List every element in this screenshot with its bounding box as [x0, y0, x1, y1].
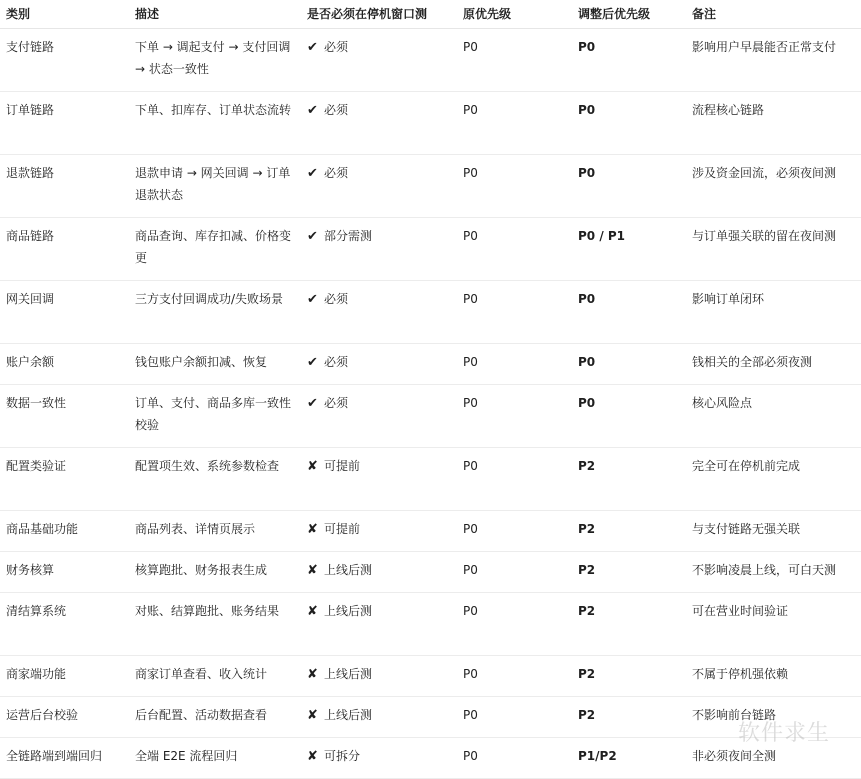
table-row	[0, 448, 861, 511]
cell-category: 清结算系统	[0, 593, 129, 656]
cell-category: 运营后台校验	[0, 697, 129, 738]
cell-note: 涉及资金回流，必须夜间测	[686, 155, 861, 218]
required-text: 上线后测	[324, 563, 373, 577]
header-category: 类别	[0, 0, 129, 29]
cell-adjusted-priority: P0	[572, 155, 686, 218]
cell-description: 全端 E2E 流程回归	[129, 738, 301, 779]
required-text: 必须	[324, 166, 349, 180]
check-icon: ✔	[307, 292, 318, 307]
cell-category: 商家端功能	[0, 656, 129, 697]
check-icon: ✔	[307, 166, 318, 181]
cross-icon: ✘	[307, 522, 318, 537]
cell-adjusted-priority: P2	[572, 448, 686, 511]
required-text: 必须	[324, 292, 349, 306]
table-row	[0, 29, 861, 92]
table-row	[0, 92, 861, 155]
cell-adjusted-priority: P2	[572, 511, 686, 552]
cell-description: 后台配置、活动数据查看	[129, 697, 301, 738]
cell-required	[301, 448, 457, 511]
cell-original-priority: P0	[457, 697, 572, 738]
cell-original-priority: P0	[457, 656, 572, 697]
header-note: 备注	[686, 0, 861, 29]
required-text: 上线后测	[324, 708, 373, 722]
cell-original-priority: P0	[457, 29, 572, 92]
table-row	[0, 656, 861, 697]
table-row	[0, 593, 861, 656]
cell-required	[301, 552, 457, 593]
cross-icon: ✘	[307, 708, 318, 723]
check-icon: ✔	[307, 355, 318, 370]
cell-required	[301, 155, 457, 218]
required-text: 可提前	[324, 459, 361, 473]
cross-icon: ✘	[307, 667, 318, 682]
required-text: 必须	[324, 103, 349, 117]
cell-required	[301, 218, 457, 281]
cell-note: 与支付链路无强关联	[686, 511, 861, 552]
cell-adjusted-priority: P0	[572, 344, 686, 385]
cell-required	[301, 738, 457, 779]
cell-adjusted-priority: P0	[572, 385, 686, 448]
check-icon: ✔	[307, 40, 318, 55]
table-header-row	[0, 0, 861, 29]
cell-description: 订单、支付、商品多库一致性校验	[129, 385, 301, 448]
cell-note: 非必须夜间全测	[686, 738, 861, 779]
cell-category: 全链路端到端回归	[0, 738, 129, 779]
cell-category: 商品链路	[0, 218, 129, 281]
cell-original-priority: P0	[457, 593, 572, 656]
cell-description: 对账、结算跑批、账务结果	[129, 593, 301, 656]
cell-adjusted-priority: P2	[572, 656, 686, 697]
cell-description: 退款申请 → 网关回调 → 订单退款状态	[129, 155, 301, 218]
cell-required	[301, 92, 457, 155]
check-icon: ✔	[307, 103, 318, 118]
cell-description: 下单 → 调起支付 → 支付回调 → 状态一致性	[129, 29, 301, 92]
cell-note: 影响订单闭环	[686, 281, 861, 344]
cell-original-priority: P0	[457, 385, 572, 448]
table-row	[0, 155, 861, 218]
cell-note: 可在营业时间验证	[686, 593, 861, 656]
cell-note: 完全可在停机前完成	[686, 448, 861, 511]
cell-original-priority: P0	[457, 155, 572, 218]
cell-description: 商品查询、库存扣减、价格变更	[129, 218, 301, 281]
cell-original-priority: P0	[457, 218, 572, 281]
cell-description: 商家订单查看、收入统计	[129, 656, 301, 697]
cross-icon: ✘	[307, 749, 318, 764]
cell-required	[301, 385, 457, 448]
cell-original-priority: P0	[457, 344, 572, 385]
table-row	[0, 218, 861, 281]
required-text: 部分需测	[324, 229, 373, 243]
cell-note: 钱相关的全部必须夜测	[686, 344, 861, 385]
cell-category: 配置类验证	[0, 448, 129, 511]
required-text: 上线后测	[324, 667, 373, 681]
cell-original-priority: P0	[457, 511, 572, 552]
cell-required	[301, 511, 457, 552]
cell-required	[301, 29, 457, 92]
cell-description: 配置项生效、系统参数检查	[129, 448, 301, 511]
cell-category: 支付链路	[0, 29, 129, 92]
cell-adjusted-priority: P2	[572, 593, 686, 656]
cell-adjusted-priority: P2	[572, 697, 686, 738]
cell-adjusted-priority: P0	[572, 281, 686, 344]
cell-original-priority: P0	[457, 552, 572, 593]
required-text: 必须	[324, 355, 349, 369]
cell-adjusted-priority: P0	[572, 92, 686, 155]
cell-description: 商品列表、详情页展示	[129, 511, 301, 552]
cell-note: 不影响凌晨上线，可白天测	[686, 552, 861, 593]
required-text: 必须	[324, 40, 349, 54]
required-text: 必须	[324, 396, 349, 410]
cell-category: 商品基础功能	[0, 511, 129, 552]
cell-note: 核心风险点	[686, 385, 861, 448]
check-icon: ✔	[307, 396, 318, 411]
cell-category: 财务核算	[0, 552, 129, 593]
cell-category: 网关回调	[0, 281, 129, 344]
cell-description: 钱包账户余额扣减、恢复	[129, 344, 301, 385]
required-text: 可提前	[324, 522, 361, 536]
cell-required	[301, 656, 457, 697]
cell-note: 不影响前台链路	[686, 697, 861, 738]
cell-adjusted-priority: P1/P2	[572, 738, 686, 779]
cell-adjusted-priority: P0	[572, 29, 686, 92]
table-row	[0, 281, 861, 344]
required-text: 可拆分	[324, 749, 361, 763]
cell-original-priority: P0	[457, 92, 572, 155]
table-row	[0, 385, 861, 448]
cross-icon: ✘	[307, 563, 318, 578]
cell-required	[301, 281, 457, 344]
table-row	[0, 738, 861, 779]
cell-category: 账户余额	[0, 344, 129, 385]
cell-adjusted-priority: P2	[572, 552, 686, 593]
cell-required	[301, 697, 457, 738]
header-original-priority: 原优先级	[457, 0, 572, 29]
cell-description: 三方支付回调成功/失败场景	[129, 281, 301, 344]
cross-icon: ✘	[307, 459, 318, 474]
header-description: 描述	[129, 0, 301, 29]
cell-note: 流程核心链路	[686, 92, 861, 155]
cell-category: 订单链路	[0, 92, 129, 155]
check-icon: ✔	[307, 229, 318, 244]
header-adjusted-priority: 调整后优先级	[572, 0, 686, 29]
table-row	[0, 511, 861, 552]
table-row	[0, 344, 861, 385]
watermark: 软件求生	[738, 721, 831, 746]
cell-category: 数据一致性	[0, 385, 129, 448]
cell-description: 下单、扣库存、订单状态流转	[129, 92, 301, 155]
header-required: 是否必须在停机窗口测	[301, 0, 457, 29]
cell-category: 退款链路	[0, 155, 129, 218]
cell-required	[301, 593, 457, 656]
cell-original-priority: P0	[457, 738, 572, 779]
cross-icon: ✘	[307, 604, 318, 619]
cell-description: 核算跑批、财务报表生成	[129, 552, 301, 593]
cell-note: 与订单强关联的留在夜间测	[686, 218, 861, 281]
cell-adjusted-priority: P0 / P1	[572, 218, 686, 281]
cell-note: 影响用户早晨能否正常支付	[686, 29, 861, 92]
required-text: 上线后测	[324, 604, 373, 618]
cell-required	[301, 344, 457, 385]
table-row	[0, 552, 861, 593]
cell-original-priority: P0	[457, 448, 572, 511]
cell-original-priority: P0	[457, 281, 572, 344]
table-row	[0, 697, 861, 738]
cell-note: 不属于停机强依赖	[686, 656, 861, 697]
